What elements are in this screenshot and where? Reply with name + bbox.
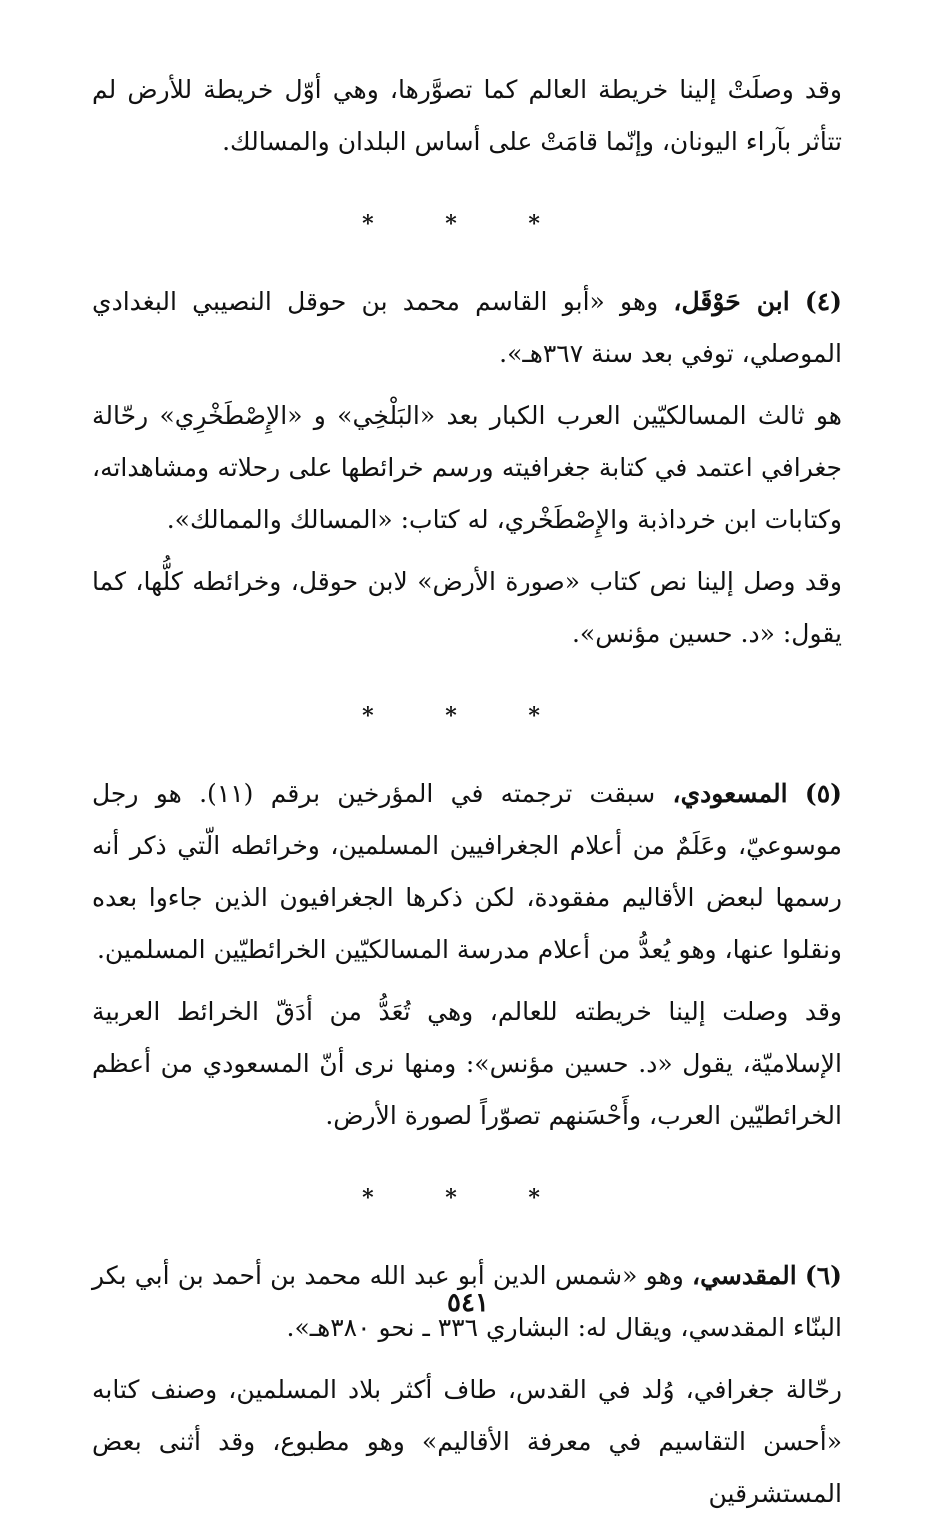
entry-number: (٦) <box>804 1261 842 1290</box>
section-separator: * * * <box>362 703 572 729</box>
entry-text: سبقت ترجمته في المؤرخين برقم (١١). هو رجل موسوعيّ، وعَلَمٌ من أعلام الجغرافيين المسلمين، وخرائطه الّتي ذكر أنه رسمها لبعض الأقاليم مفقودة، لكن ذكرها الجغرافيون الذين جاءوا بعده ونقلوا عنها، وهو يُعدُّ من أعلام مدرسة المسالكيّين الخرائطيّين المسلمين. <box>92 779 842 964</box>
section-separator: * * * <box>362 211 572 237</box>
entry-number: (٥) <box>804 779 843 808</box>
page-number: ٥٤١ <box>447 1288 489 1318</box>
entry-name: المقدسي، <box>692 1261 797 1290</box>
paragraph-ibn-hawqal-maps: وقد وصل إلينا نص كتاب «صورة الأرض» لابن حوقل، وخرائطه كلُّها، كما يقول: «د. حسين مؤنس». <box>92 567 842 648</box>
paragraph-ibn-hawqal-bio: هو ثالث المسالكيّين العرب الكبار بعد «البَلْخِي» و «الإِصْطَخْرِي» رحّالة جغرافي اعتمد في كتابة جغرافيته ورسم خرائطها على رحلاته ومشاهداته، وكتابات ابن خرداذبة والإِصْطَخْري، له كتاب: «المسالك والممالك». <box>92 401 842 534</box>
paragraph-masudi-map: وقد وصلت إلينا خريطته للعالم، وهي تُعَدُّ من أدَقّ الخرائط العربية الإسلاميّة، يقول «د. حسين مؤنس»: ومنها نرى أنّ المسعودي من أعظم الخرائطيّين العرب، وأَحْسَنهم تصوّراً لصورة الأرض. <box>92 997 842 1130</box>
entry-ibn-hawqal <box>92 276 842 380</box>
entry-text: وهو «أبو القاسم محمد بن حوقل النصيبي البغدادي الموصلي، توفي بعد سنة ٣٦٧هـ». <box>92 287 842 368</box>
entry-text: وهو «شمس الدين أبو عبد الله محمد بن أحمد بن أبي بكر البنّاء المقدسي، ويقال له: البشاري ٣٣٦ ـ نحو ٣٨٠هـ». <box>92 1261 842 1342</box>
entry-number: (٤) <box>804 287 842 316</box>
entry-name: ابن حَوْقَل، <box>673 287 790 316</box>
section-separator: * * * <box>362 1185 572 1211</box>
entry-masudi <box>92 768 842 976</box>
entry-name: المسعودي، <box>672 779 788 808</box>
paragraph-world-map: وقد وصلَتْ إلينا خريطة العالم كما تصوَّرها، وهي أوّل خريطة للأرض لم تتأثر بآراء اليونان، وإنّما قامَتْ على أساس البلدان والمسالك. <box>92 75 842 156</box>
paragraph-muqaddasi-bio: رحّالة جغرافي، وُلد في القدس، طاف أكثر بلاد المسلمين، وصنف كتابه «أحسن التقاسيم في معرفة الأقاليم» وهو مطبوع، وقد أثنى بعض المستشرقين <box>92 1375 842 1508</box>
